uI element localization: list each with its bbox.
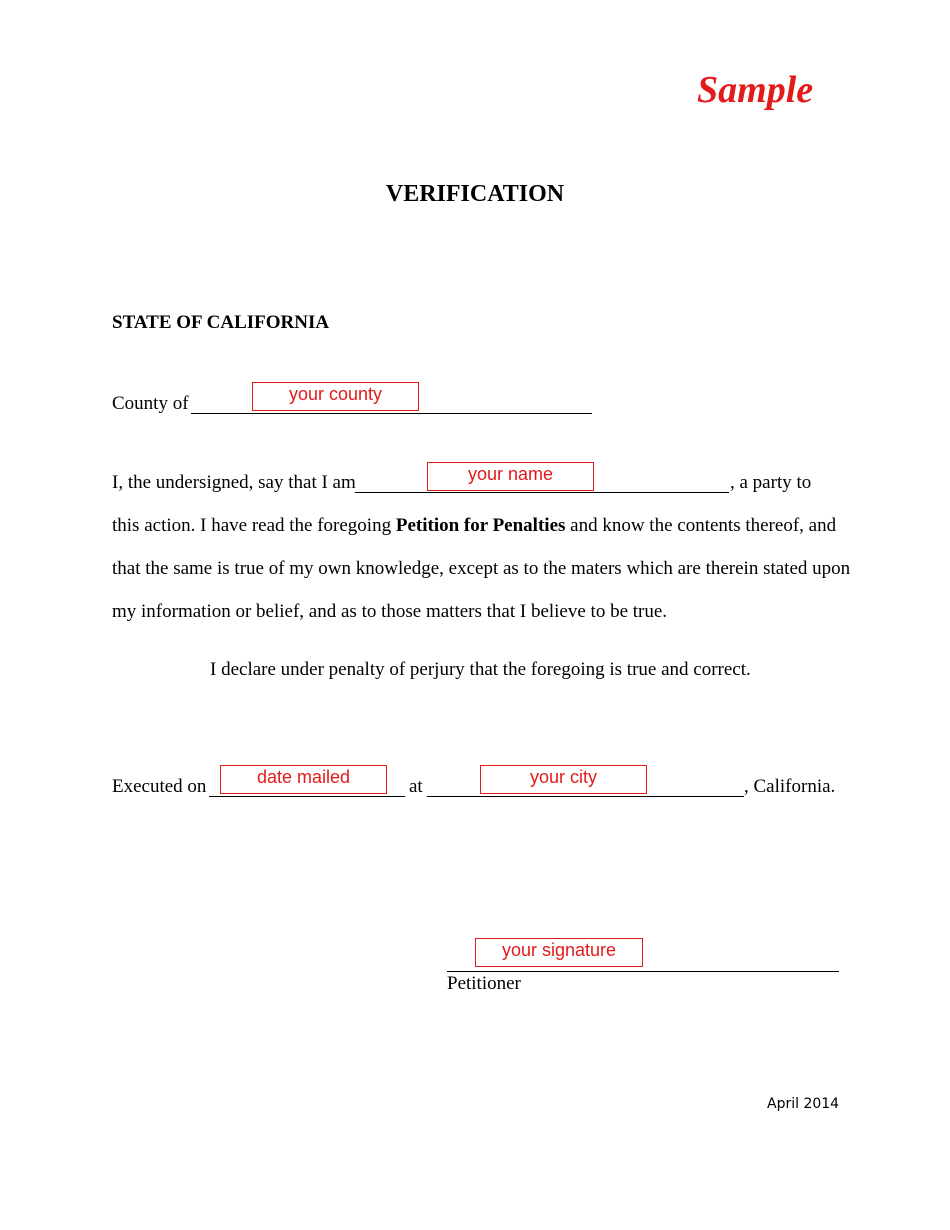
para1-line3: that the same is true of my own knowledge, except as to the maters which are therein stated upon (112, 558, 851, 579)
para1-line2-end: and know the contents thereof, and (570, 515, 837, 536)
document-title: VERIFICATION (385, 181, 565, 207)
state-heading: STATE OF CALIFORNIA (112, 312, 330, 333)
county-label: County of (112, 393, 189, 414)
state-suffix: , California. (744, 776, 836, 797)
at-label: at (409, 776, 423, 797)
executed-on-label: Executed on (112, 776, 207, 797)
signature-field[interactable]: your signature (475, 938, 643, 967)
city-field[interactable]: your city (480, 765, 647, 794)
declaration-text: I declare under penalty of perjury that the foregoing is true and correct. (210, 659, 751, 680)
petitioner-label: Petitioner (447, 973, 521, 994)
para1-line2 (112, 515, 836, 537)
sample-watermark: Sample (697, 69, 814, 111)
para1-line4: my information or belief, and as to those matters that I believe to be true. (112, 601, 668, 622)
para1-line1-end: , a party to (730, 472, 812, 493)
footer-date: April 2014 (767, 1096, 840, 1112)
para1-line2-start: this action. I have read the foregoing (112, 515, 392, 536)
para1-line1-start: I, the undersigned, say that I am (112, 472, 356, 493)
petition-title: Petition for Penalties (395, 515, 566, 536)
name-field[interactable]: your name (427, 462, 594, 491)
date-mailed-field[interactable]: date mailed (220, 765, 387, 794)
county-field[interactable]: your county (252, 382, 419, 411)
